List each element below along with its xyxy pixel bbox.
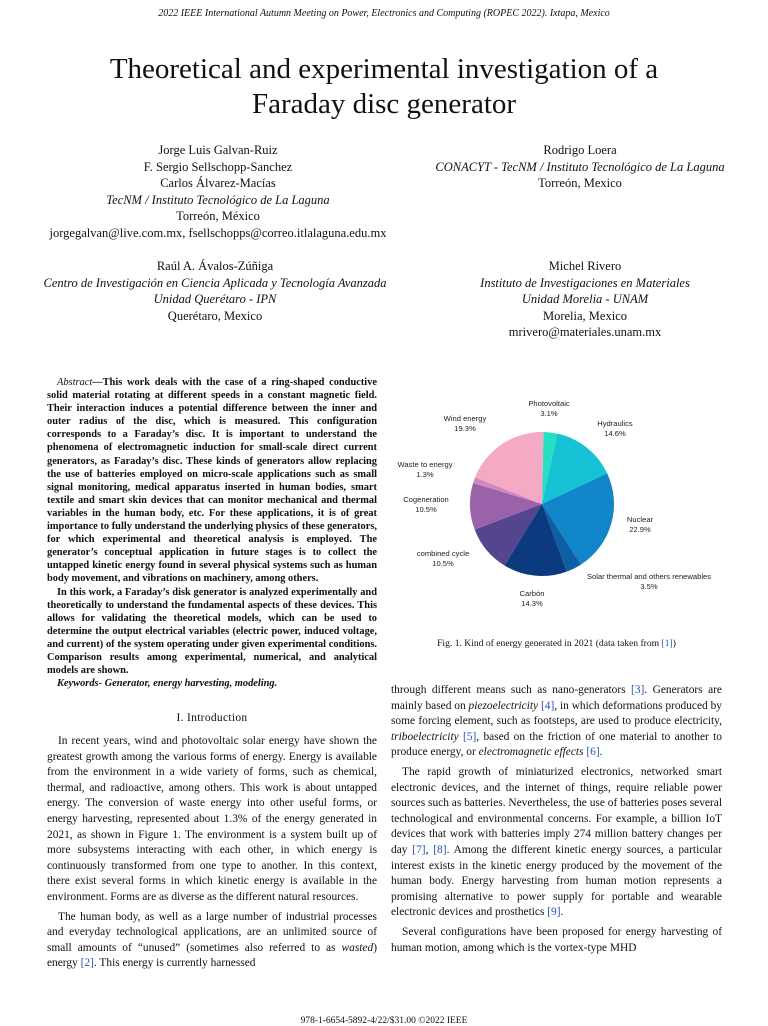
citation-link[interactable]: [4]: [540, 699, 555, 712]
page-footer: 978-1-6654-5892-4/22/$31.00 ©2022 IEEE: [300, 1016, 468, 1026]
energy-pie-chart: [390, 388, 725, 610]
author-email[interactable]: mrivero@materiales.unam.mx: [508, 325, 662, 339]
citation-link[interactable]: [2]: [80, 957, 94, 970]
author-affiliation-unit: Unidad Querétaro - IPN: [153, 292, 277, 306]
text-run-italic: wasted: [341, 941, 374, 954]
pie-label-value: 14.3%: [521, 599, 543, 608]
conference-header: 2022 IEEE International Autumn Meeting on Power, Electronics and Computing (ROPEC 2022). Ixtapa, Mexico: [158, 8, 610, 19]
author-name: Michel Rivero: [548, 259, 622, 273]
text-run: . Among the different kinetic energy sources, a particular interest exists in the kinetic energy produced by the movement of the human body. Energy harvesting from human motion represents a promising alternative to power supply for portable and wearable electronic devices and prosthetics: [391, 843, 723, 919]
right-column-text: [391, 683, 722, 960]
pie-label-name: combined cycle: [416, 549, 470, 558]
pie-label-value: 3.1%: [540, 409, 558, 418]
title-line-1: Theoretical and experimental investigation of a: [109, 53, 659, 85]
text-run: . This energy is currently harnessed: [93, 957, 256, 970]
author-block-2: [405, 142, 755, 192]
pie-label-name: Photovoltaic: [528, 399, 570, 408]
author-name: Raúl A. Ávalos-Zúñiga: [156, 259, 274, 273]
text-run-italic: triboelectricity: [391, 730, 459, 743]
caption-text: ): [672, 638, 676, 649]
author-name: Rodrigo Loera: [543, 143, 617, 157]
pie-label-value: 10.5%: [415, 505, 437, 514]
author-affiliation-unit: Unidad Morelia - UNAM: [521, 292, 649, 306]
abstract: [47, 376, 377, 690]
abstract-paragraph-1: [47, 376, 377, 586]
author-block-4: [420, 258, 750, 341]
author-city: Querétaro, Mexico: [167, 308, 263, 323]
text-run: through different means such as nano-generators: [391, 684, 632, 696]
author-affiliation: TecNM / Instituto Tecnológico de La Laguna: [106, 192, 330, 207]
author-city: Torreón, México: [176, 209, 260, 223]
abstract-paragraph-2: In this work, a Faraday’s disk generator is analyzed experimentally and theoretically to understand the fundamental aspects of these devices. This allows for validating the theoretical models, which can be used to determine the output electrical variables (electric power, induced voltage, and current) of the system operating under given experimental conditions. Comparison results among experimental, numerical, and analytical models are shown.: [47, 586, 377, 677]
pie-label-value: 22.9%: [629, 525, 651, 534]
text-run: . Generators are mainly based on: [391, 684, 722, 712]
abstract-text: —This work deals with the case of a ring-shaped conductive solid material rotating at different speeds in a constant magnetic field. Their interaction induces a potential difference between the inner and outer radius of the disc, which is measured. This configuration corresponds to a Faraday’s disc. It is important to understand the phenomena of electromagnetic induction for small-scale direct current generators, as Faraday’s disc. These kinds of generators allow replacing the use of batteries employed on micro-scale applications such as small signal monitoring, medical apparatus inserted in human bodies, smart textile and smart skin devices that can monitor mechanical and thermal variables in the human body, etc. For these applications, it is of great importance to fully understand the underlying physics of these generators, for which experimental and theoretical analysis is employed. The generator’s conceptual application in future stages is to collect the untapped kinetic energy found in several physical systems such as human body movement, and vibrations on machinery, among others.: [47, 377, 377, 585]
pie-label-value: 10.5%: [432, 559, 454, 568]
pie-label-name: Cogeneration: [403, 495, 449, 504]
author-block-3: [20, 258, 410, 324]
author-block-1: [18, 142, 418, 241]
figure-caption: [391, 638, 722, 649]
text-run: , based on the friction of one material to another to produce energy, or: [391, 730, 722, 759]
citation-link[interactable]: [1]: [661, 638, 673, 649]
pie-label-value: 14.6%: [604, 429, 626, 438]
citation-link[interactable]: [9]: [547, 906, 561, 919]
intro-paragraph-1: In recent years, wind and photovoltaic solar energy have shown the greatest growth among the various forms of energy. Energy is available from the environment in a wide variety of forms, such as chemical, thermal, and radioactive, among others. This work is about untapped energy. The conversion of waste energy into other useful forms, or energy harvesting, represented about 1.3% of the energy generated in 2021, as shown in Figure 1. The environment is a system built up of more subsystems interacting with each other, in which energy is continuously transformed from one type to another. In this context, there exist several forms in which kinetic energy is available in the environment. Forms are as diverse as the different natural resources.: [47, 735, 377, 903]
author-affiliation: Instituto de Investigaciones en Materiales: [480, 275, 690, 290]
author-city: Torreón, Mexico: [538, 176, 622, 190]
pie-label-name: Carbón: [519, 589, 545, 598]
pie-label-name: Solar thermal and others renewables: [586, 572, 712, 581]
intro-paragraph-2: [47, 910, 377, 972]
citation-link[interactable]: [8]: [433, 843, 447, 856]
text-run-italic: piezoelectricity: [468, 699, 539, 712]
pie-chart-svg: [390, 388, 725, 610]
author-name: Jorge Luis Galvan-Ruiz: [158, 143, 278, 157]
author-affiliation: CONACYT - TecNM / Instituto Tecnológico de La Laguna: [435, 159, 725, 174]
author-name: Carlos Álvarez-Macías: [160, 176, 276, 190]
text-run: The human body, as well as a large number of industrial processes and everyday technological applications, are an unlimited source of small amounts of “unused” (sometimes also referred to as: [47, 910, 377, 954]
text-run: ) energy: [47, 941, 377, 970]
right-paragraph-1: through different means such as nano-generators [3]. Generators are mainly based on piezoelectricity [4], in which deformations produced by some forcing element, such as footsteps, are used to produce electricity, triboelectricity [5], based on the friction of one material to another to produce energy, or electromagnetic effects [6].: [391, 684, 722, 759]
caption-text: Fig. 1. Kind of energy generated in 2021 (data taken from: [437, 638, 662, 649]
pie-label-value: 1.3%: [416, 470, 434, 479]
text-run: The rapid growth of miniaturized electronics, networked smart electronic devices, and the internet of things, require reliable power sources such as batteries. Nevertheless, the use of batteries poses several technological and environmental concerns. For example, a billion IoT devices that work with batteries imply 274 million battery changes per day: [391, 765, 722, 856]
section-heading-introduction: I. Introduction: [176, 712, 248, 724]
author-city: Morelia, Mexico: [542, 308, 627, 323]
author-affiliation: Centro de Investigación en Ciencia Aplicada y Tecnología Avanzada: [43, 275, 387, 290]
keywords: Keywords- Generator, energy harvesting, modeling.: [57, 678, 278, 690]
citation-link[interactable]: [7]: [412, 843, 426, 856]
author-email[interactable]: jorgegalvan@live.com.mx, fsellschopps@correo.itlalaguna.edu.mx: [49, 225, 387, 240]
title-line-2: Faraday disc generator: [251, 88, 517, 120]
citation-link[interactable]: [3]: [631, 684, 645, 696]
right-paragraph-3: Several configurations have been proposed for energy harvesting of human motion, among which is the vortex-type MHD: [391, 925, 722, 954]
pie-label-name: Nuclear: [626, 515, 654, 524]
pie-label-value: 3.5%: [640, 582, 658, 591]
abstract-lead: Abstract: [57, 377, 93, 388]
paper-title: [40, 52, 728, 122]
author-name: F. Sergio Sellschopp-Sanchez: [143, 159, 293, 174]
pie-label-name: Waste to energy: [397, 460, 453, 469]
pie-label-value: 19.3%: [454, 424, 476, 433]
left-column-text: [47, 734, 377, 976]
pie-label-name: Wind energy: [443, 414, 487, 423]
citation-link[interactable]: [5]: [463, 730, 477, 743]
citation-link[interactable]: [6]: [586, 746, 600, 759]
text-run: , in which deformations produced by some forcing element, such as footsteps, are used to produce electricity,: [391, 699, 722, 728]
text-run-italic: electromagnetic effects: [478, 746, 584, 759]
right-paragraph-2: The rapid growth of miniaturized electronics, networked smart electronic devices, and the internet of things, require reliable power sources such as batteries. Nevertheless, the use of batteries poses several technological and environmental concerns. For example, a billion IoT devices that work with batteries imply 274 million battery changes per day [7], [8]. Among the different kinetic energy sources, a particular interest exists in the kinetic energy produced by the movement of the human body. Energy harvesting from human motion represents a promising alternative to power supply for portable and wearable electronic devices and prosthetics [9].: [391, 765, 723, 919]
pie-label-name: Hydraulics: [597, 419, 633, 428]
